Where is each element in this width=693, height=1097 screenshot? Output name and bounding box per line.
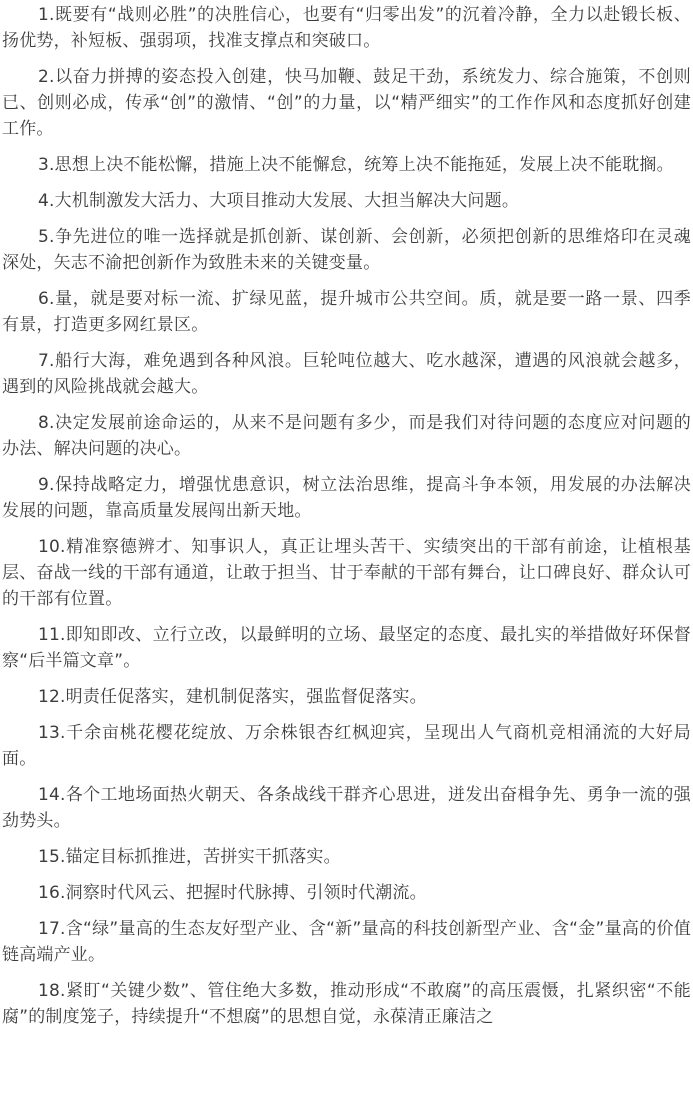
- paragraph-14: 14.各个工地场面热火朝天、各条战线干群齐心思进，迸发出奋楫争先、勇争一流的强劲势头。: [2, 785, 691, 831]
- paragraph-17: 17.含“绿”量高的生态友好型产业、含“新”量高的科技创新型产业、含“金”量高的价值链高端产业。: [2, 919, 691, 965]
- paragraph-1: 1.既要有“战则必胜”的决胜信心，也要有“归零出发”的沉着冷静，全力以赴锻长板、扬优势，补短板、强弱项，找准支撑点和突破口。: [2, 5, 691, 51]
- paragraph-11: 11.即知即改、立行立改，以最鲜明的立场、最坚定的态度、最扎实的举措做好环保督察“后半篇文章”。: [2, 625, 691, 671]
- paragraph-8: 8.决定发展前途命运的，从来不是问题有多少，而是我们对待问题的态度应对问题的办法、解决问题的决心。: [2, 413, 691, 459]
- paragraph-6: 6.量，就是要对标一流、扩绿见蓝，提升城市公共空间。质，就是要一路一景、四季有景，打造更多网红景区。: [2, 289, 691, 335]
- paragraph-4: 4.大机制激发大活力、大项目推动大发展、大担当解决大问题。: [38, 191, 520, 211]
- paragraph-9: 9.保持战略定力，增强忧患意识，树立法治思维，提高斗争本领，用发展的办法解决发展的问题，靠高质量发展闯出新天地。: [2, 475, 691, 521]
- paragraph-13: 13.千余亩桃花樱花绽放、万余株银杏红枫迎宾，呈现出人气商机竞相涌流的大好局面。: [2, 723, 691, 769]
- paragraph-3: 3.思想上决不能松懈，措施上决不能懈怠，统筹上决不能拖延，发展上决不能耽搁。: [38, 155, 674, 175]
- paragraph-10: 10.精准察德辨才、知事识人，真正让埋头苦干、实绩突出的干部有前途，让植根基层、奋战一线的干部有通道，让敢于担当、甘于奉献的干部有舞台，让口碑良好、群众认可的干部有位置。: [2, 537, 691, 609]
- paragraph-16: 16.洞察时代风云、把握时代脉搏、引领时代潮流。: [38, 883, 427, 903]
- paragraph-12: 12.明责任促落实，建机制促落实，强监督促落实。: [38, 687, 427, 707]
- paragraph-5: 5.争先进位的唯一选择就是抓创新、谋创新、会创新，必须把创新的思维烙印在灵魂深处，矢志不渝把创新作为致胜未来的关键变量。: [2, 227, 691, 273]
- paragraph-18: 18.紧盯“关键少数”、管住绝大多数，推动形成“不敢腐”的高压震慑，扎紧织密“不能腐”的制度笼子，持续提升“不想腐”的思想自觉，永葆清正廉洁之: [2, 981, 691, 1027]
- paragraph-2: 2.以奋力拼搏的姿态投入创建，快马加鞭、鼓足干劲，系统发力、综合施策，不创则已、创则必成，传承“创”的激情、“创”的力量，以“精严细实”的工作作风和态度抓好创建工作。: [2, 67, 691, 139]
- paragraph-15: 15.锚定目标抓推进，苦拼实干抓落实。: [38, 847, 341, 867]
- paragraph-7: 7.船行大海，难免遇到各种风浪。巨轮吨位越大、吃水越深，遭遇的风浪就会越多，遇到的风险挑战就会越大。: [2, 351, 691, 397]
